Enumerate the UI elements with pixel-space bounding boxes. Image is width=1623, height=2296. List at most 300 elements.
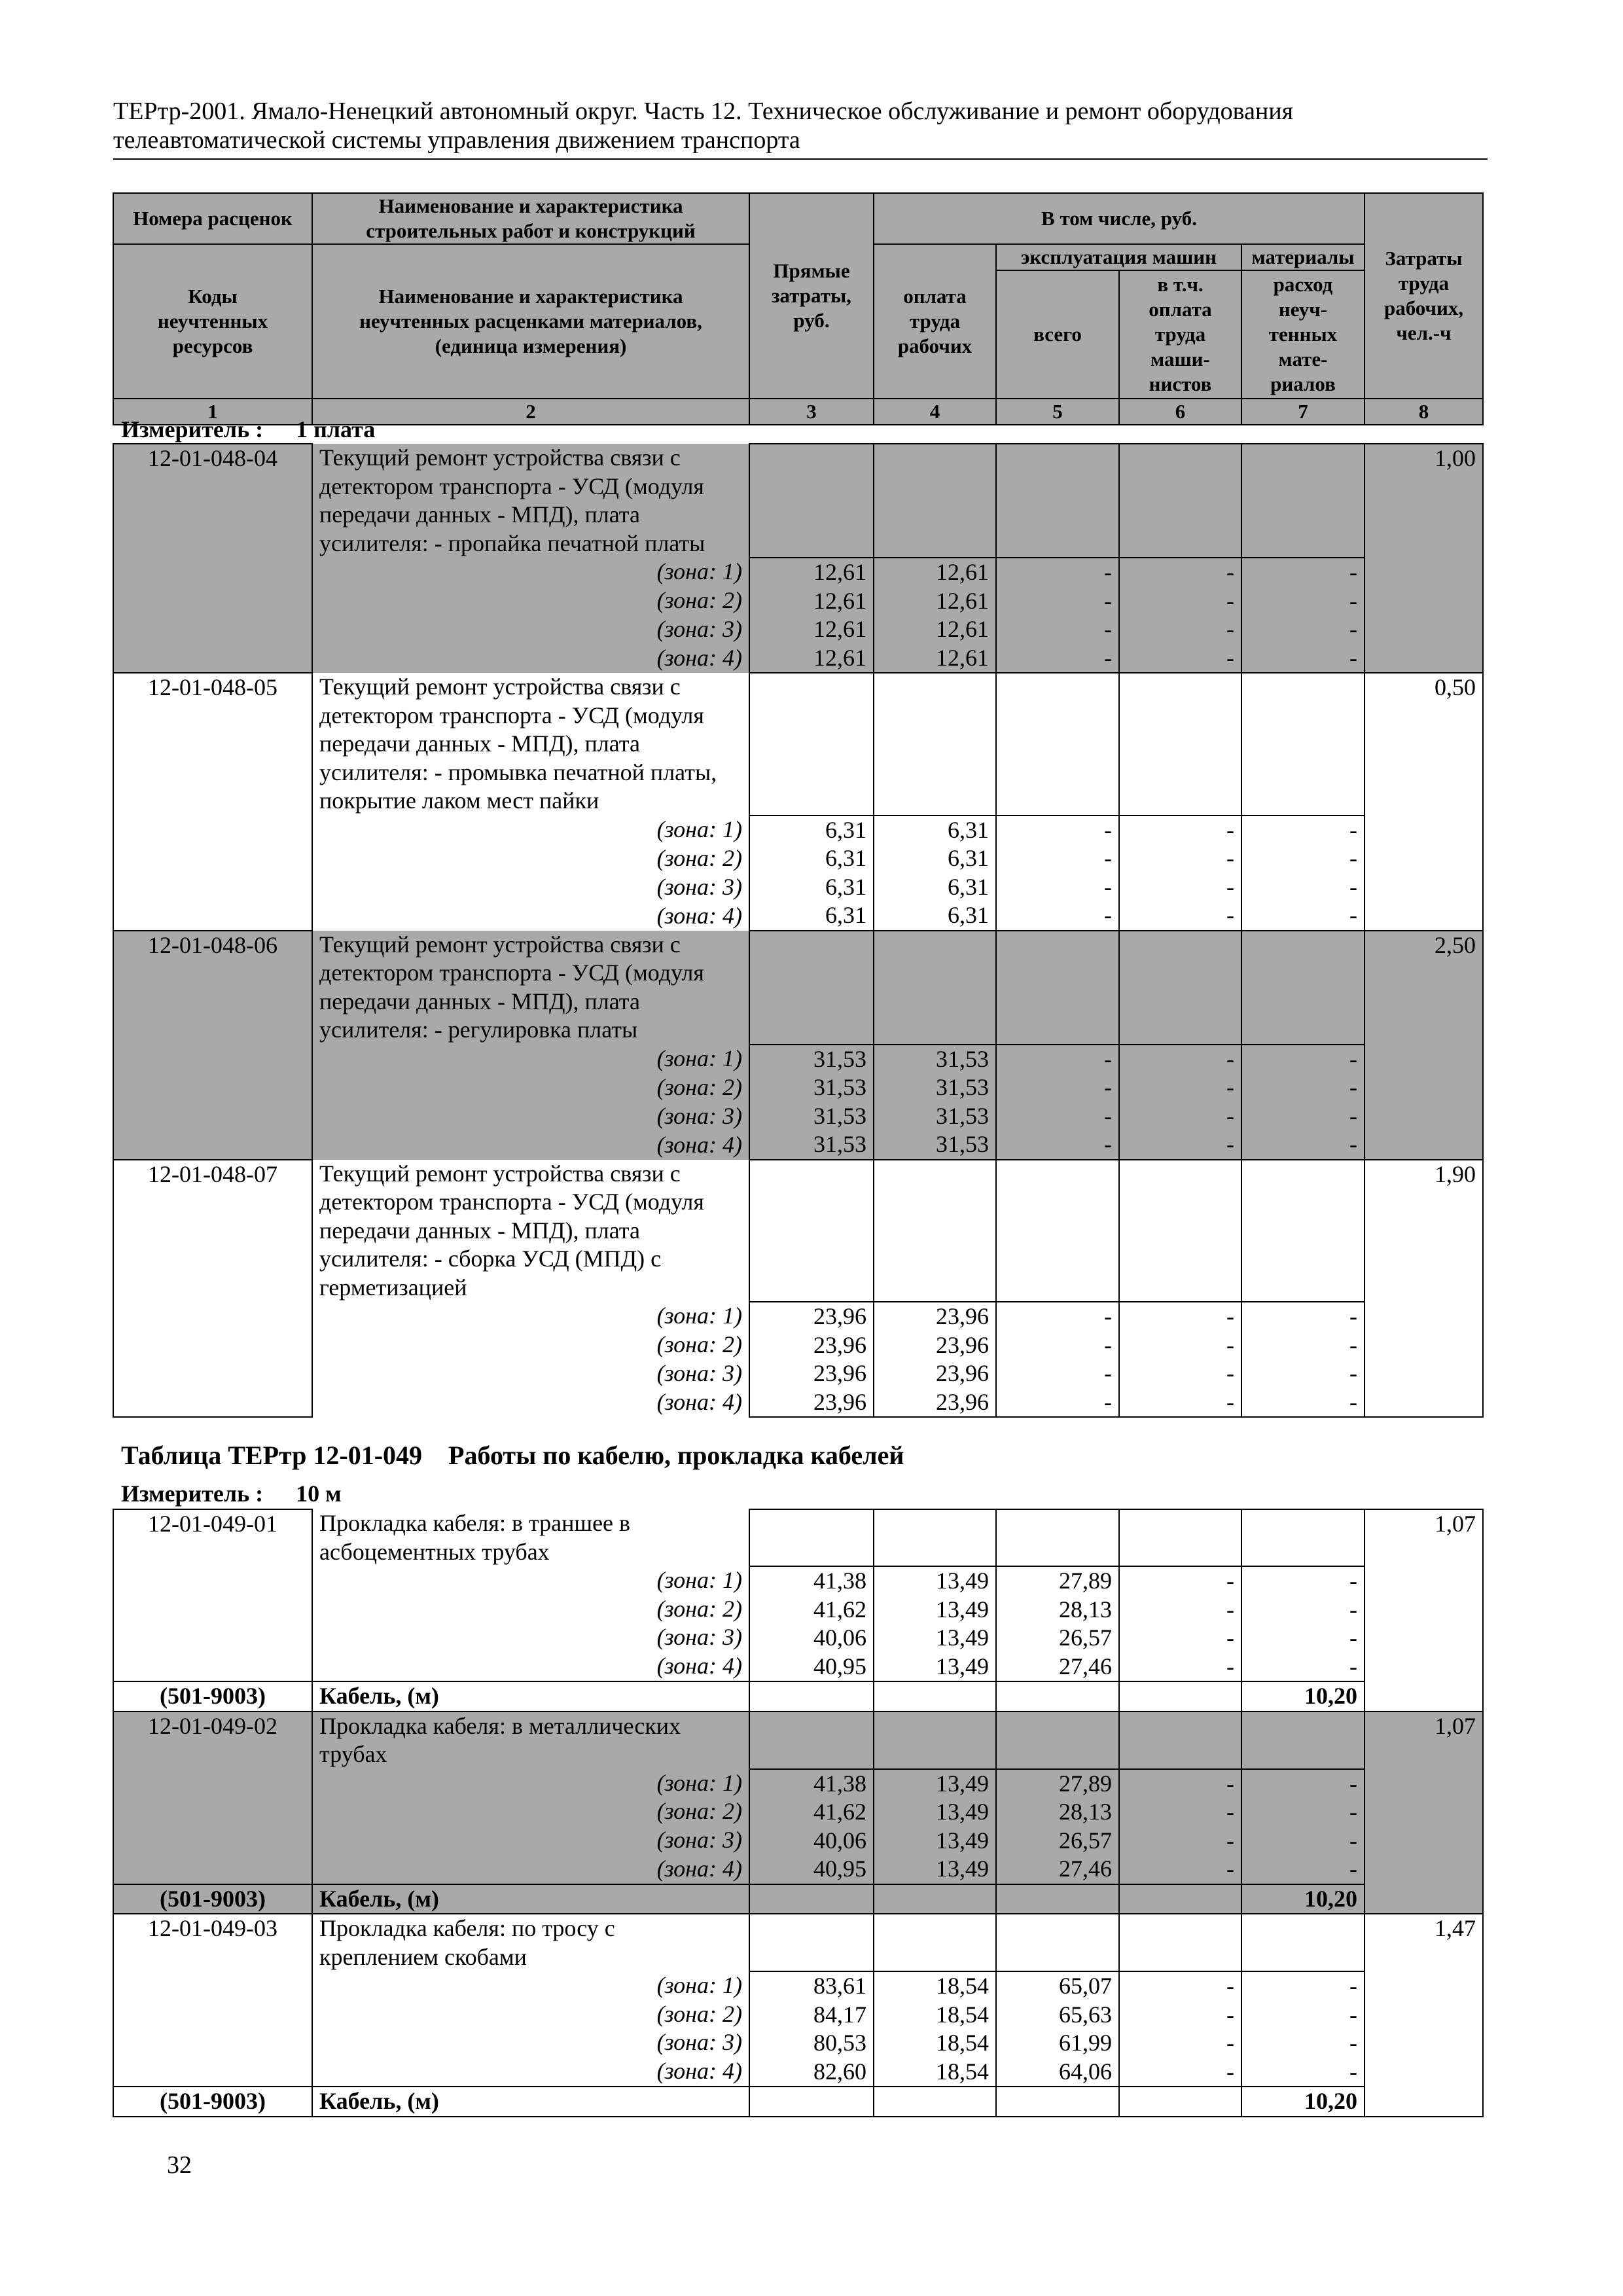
wage-cost-column: [874, 558, 996, 673]
direct-cost: 40,95: [813, 1653, 866, 1679]
zone-label: (зона: 4): [312, 2057, 749, 2087]
machine-total-column: [996, 816, 1119, 931]
direct-cost: 40,06: [813, 1624, 866, 1651]
zone-label: (зона: 2): [312, 1073, 749, 1102]
material-consumption: -: [1349, 873, 1357, 900]
material-consumption: -: [1349, 1799, 1357, 1825]
rate-row: [113, 1509, 1483, 1538]
rate-description-line: Текущий ремонт устройства связи с: [312, 444, 749, 473]
machinist-wage: -: [1226, 616, 1234, 642]
resource-code: (501-9003): [113, 1884, 312, 1914]
wage-cost: 23,96: [936, 1360, 989, 1386]
wage-cost-column: [874, 1971, 996, 2087]
empty-cell: [1119, 1160, 1241, 1302]
resource-name: Кабель, (м): [312, 1681, 749, 1712]
direct-cost: 12,61: [813, 644, 866, 671]
material-consumption: -: [1349, 644, 1357, 671]
machinist-wage: -: [1226, 873, 1234, 900]
direct-cost: 12,61: [813, 616, 866, 642]
empty-cell: [749, 673, 874, 816]
measure-label: Измеритель :: [121, 1480, 264, 1507]
empty-cell: [996, 1914, 1119, 1971]
rate-code: 12-01-048-07: [113, 1160, 312, 1418]
machinist-wage: -: [1226, 1568, 1234, 1594]
zone-label: (зона: 1): [312, 816, 749, 844]
zone-label: (зона: 3): [312, 615, 749, 644]
zone-label: (зона: 4): [312, 1855, 749, 1884]
direct-cost-column: [749, 816, 874, 931]
wage-cost: 12,61: [936, 559, 989, 585]
col-number-5: 5: [996, 399, 1119, 425]
material-consumption: -: [1349, 1045, 1357, 1072]
material-consumption-column: [1241, 1769, 1364, 1884]
empty-cell: [996, 1681, 1119, 1712]
machinist-wage: -: [1226, 1973, 1234, 1999]
material-consumption: -: [1349, 2001, 1357, 2028]
zone-label: (зона: 4): [312, 1388, 749, 1417]
wage-cost: 6,31: [948, 873, 989, 900]
col-number-8: 8: [1364, 399, 1483, 425]
rate-code: 12-01-049-03: [113, 1914, 312, 2087]
machine-total: -: [1104, 1303, 1112, 1329]
page-number: 32: [167, 2151, 192, 2179]
rate-description-line: усилителя: - регулировка платы: [312, 1016, 749, 1045]
rate-description-line: Текущий ремонт устройства связи с: [312, 1160, 749, 1189]
wage-cost: 18,54: [936, 2058, 989, 2085]
resource-quantity: 10,20: [1241, 2087, 1364, 2117]
machine-total: -: [1104, 1131, 1112, 1157]
zone-label: (зона: 3): [312, 1623, 749, 1652]
col-number-3: 3: [749, 399, 874, 425]
empty-cell: [874, 1160, 996, 1302]
direct-cost-column: [749, 1302, 874, 1417]
empty-cell: [874, 1681, 996, 1712]
direct-cost: 6,31: [825, 873, 866, 900]
zone-label: (зона: 3): [312, 1826, 749, 1855]
direct-cost: 82,60: [813, 2058, 866, 2085]
material-consumption-column: [1241, 558, 1364, 673]
labor-value: 1,47: [1364, 1914, 1483, 2117]
machine-total-column: [996, 1769, 1119, 1884]
zone-label: (зона: 2): [312, 586, 749, 615]
empty-cell: [1119, 1509, 1241, 1566]
header-rule: [113, 158, 1488, 160]
machine-total: -: [1104, 1388, 1112, 1415]
empty-cell: [749, 444, 874, 558]
empty-cell: [874, 931, 996, 1045]
measure-label: Измеритель :: [121, 416, 264, 442]
empty-cell: [1241, 673, 1364, 816]
rate-description-line: покрытие лаком мест пайки: [312, 787, 749, 816]
material-consumption-column: [1241, 1566, 1364, 1681]
empty-cell: [874, 673, 996, 816]
direct-cost: 23,96: [813, 1331, 866, 1358]
direct-cost: 31,53: [813, 1074, 866, 1100]
col-rates-number: Номера расценок: [113, 193, 312, 244]
col-number-1: 1: [113, 399, 312, 425]
machinist-wage: -: [1226, 1624, 1234, 1651]
material-consumption-column: [1241, 1971, 1364, 2087]
resource-name: Кабель, (м): [312, 1884, 749, 1914]
machinist-wage: -: [1226, 902, 1234, 928]
material-consumption: -: [1349, 1388, 1357, 1415]
measure-unit: 10 м: [296, 1480, 342, 1507]
wage-cost: 13,49: [936, 1799, 989, 1825]
empty-cell: [1119, 673, 1241, 816]
machinist-wage: -: [1226, 1045, 1234, 1072]
machine-total: -: [1104, 902, 1112, 928]
resource-row: [113, 2087, 1483, 2117]
empty-cell: [749, 1914, 874, 1971]
empty-cell: [996, 1884, 1119, 1914]
direct-cost-column: [749, 558, 874, 673]
rate-description-line: передачи данных - МПД), плата: [312, 730, 749, 759]
resource-quantity: 10,20: [1241, 1884, 1364, 1914]
direct-cost: 12,61: [813, 587, 866, 614]
rate-row: [113, 1914, 1483, 1943]
material-consumption: -: [1349, 2030, 1357, 2056]
wage-cost: 13,49: [936, 1770, 989, 1797]
empty-cell: [1241, 444, 1364, 558]
machinist-wage-column: [1119, 1971, 1241, 2087]
rate-row: [113, 1160, 1483, 1189]
rates-table-2: [113, 1509, 1484, 2117]
machinist-wage-column: [1119, 1769, 1241, 1884]
col-wage: оплата труда рабочих: [874, 244, 996, 399]
zone-row: [113, 1769, 1483, 1798]
empty-cell: [749, 1884, 874, 1914]
col-direct-costs: Прямые затраты, руб.: [749, 193, 874, 399]
wage-cost: 13,49: [936, 1827, 989, 1854]
wage-cost: 18,54: [936, 2001, 989, 2028]
empty-cell: [1241, 1712, 1364, 1769]
empty-cell: [1241, 1914, 1364, 1971]
empty-cell: [1119, 1884, 1241, 1914]
wage-cost-column: [874, 1045, 996, 1160]
rate-description-line: детектором транспорта - УСД (модуля: [312, 1188, 749, 1217]
direct-cost: 84,17: [813, 2001, 866, 2028]
labor-value: 1,07: [1364, 1712, 1483, 1914]
col-machine-ops: эксплуатация машин: [996, 244, 1241, 270]
empty-cell: [996, 931, 1119, 1045]
machinist-wage-column: [1119, 816, 1241, 931]
wage-cost: 6,31: [948, 845, 989, 871]
measure-row-2: [121, 1480, 342, 1507]
col-material-consumption: расход неуч- тенных мате- риалов: [1241, 270, 1364, 399]
rate-description-line: усилителя: - сборка УСД (МПД) с: [312, 1245, 749, 1274]
col-number-7: 7: [1241, 399, 1364, 425]
zone-label: (зона: 1): [312, 1302, 749, 1331]
header-line-1: ТЕРтр-2001. Ямало-Ненецкий автономный округ. Часть 12. Техническое обслуживание и ремонт оборудования: [113, 98, 1294, 125]
table-code: Таблица ТЕРтр 12-01-049: [121, 1441, 423, 1470]
material-consumption: -: [1349, 1770, 1357, 1797]
rate-code: 12-01-048-04: [113, 444, 312, 673]
wage-cost-column: [874, 1769, 996, 1884]
zone-label: (зона: 2): [312, 1331, 749, 1359]
rate-description-line: Прокладка кабеля: в траншее в: [312, 1509, 749, 1538]
wage-cost: 18,54: [936, 2030, 989, 2056]
zone-label: (зона: 3): [312, 1359, 749, 1388]
material-consumption-column: [1241, 1302, 1364, 1417]
resource-name: Кабель, (м): [312, 2087, 749, 2117]
empty-cell: [1119, 2087, 1241, 2117]
wage-cost: 13,49: [936, 1653, 989, 1679]
rate-description-line: передачи данных - МПД), плата: [312, 501, 749, 529]
machine-total: -: [1104, 1360, 1112, 1386]
machinist-wage: -: [1226, 845, 1234, 871]
wage-cost: 13,49: [936, 1568, 989, 1594]
material-consumption: -: [1349, 1624, 1357, 1651]
rate-row: [113, 931, 1483, 960]
direct-cost: 6,31: [825, 816, 866, 843]
labor-value: 0,50: [1364, 673, 1483, 931]
wage-cost: 23,96: [936, 1303, 989, 1329]
machinist-wage: -: [1226, 1303, 1234, 1329]
material-consumption: -: [1349, 902, 1357, 928]
machine-total-column: [996, 1971, 1119, 2087]
wage-cost: 31,53: [936, 1074, 989, 1100]
zone-row: [113, 1566, 1483, 1595]
zone-row: [113, 1971, 1483, 2000]
rate-row: [113, 1712, 1483, 1741]
machine-total: 27,89: [1059, 1568, 1112, 1594]
machinist-wage: -: [1226, 2030, 1234, 2056]
machine-total: 28,13: [1059, 1596, 1112, 1623]
empty-cell: [1241, 1160, 1364, 1302]
zone-label: (зона: 4): [312, 902, 749, 931]
machinist-wage: -: [1226, 1596, 1234, 1623]
wage-cost-column: [874, 1302, 996, 1417]
machine-total: 28,13: [1059, 1799, 1112, 1825]
empty-cell: [996, 1712, 1119, 1769]
direct-cost: 80,53: [813, 2030, 866, 2056]
machine-total: -: [1104, 1331, 1112, 1358]
zone-row: [113, 558, 1483, 586]
material-consumption: -: [1349, 1596, 1357, 1623]
labor-value: 1,00: [1364, 444, 1483, 673]
material-consumption: -: [1349, 1827, 1357, 1854]
rate-description-line: детектором транспорта - УСД (модуля: [312, 959, 749, 988]
empty-cell: [996, 444, 1119, 558]
material-consumption: -: [1349, 1856, 1357, 1882]
empty-cell: [1241, 1509, 1364, 1566]
empty-cell: [1119, 444, 1241, 558]
direct-cost: 23,96: [813, 1360, 866, 1386]
machinist-wage-column: [1119, 1566, 1241, 1681]
zone-label: (зона: 3): [312, 2028, 749, 2057]
empty-cell: [874, 1712, 996, 1769]
machine-total: -: [1104, 644, 1112, 671]
empty-cell: [749, 1160, 874, 1302]
machinist-wage: -: [1226, 1074, 1234, 1100]
zone-label: (зона: 1): [312, 558, 749, 586]
empty-cell: [996, 1160, 1119, 1302]
zone-label: (зона: 2): [312, 1595, 749, 1624]
rates-table-1: [113, 443, 1484, 1418]
machine-total: -: [1104, 559, 1112, 585]
rate-code: 12-01-048-05: [113, 673, 312, 931]
direct-cost: 23,96: [813, 1303, 866, 1329]
direct-cost: 31,53: [813, 1102, 866, 1129]
machinist-wage: -: [1226, 1770, 1234, 1797]
material-consumption: -: [1349, 1653, 1357, 1679]
machine-total: -: [1104, 873, 1112, 900]
rate-description-line: детектором транспорта - УСД (модуля: [312, 702, 749, 730]
machinist-wage: -: [1226, 1102, 1234, 1129]
wage-cost: 31,53: [936, 1131, 989, 1157]
machine-total: -: [1104, 616, 1112, 642]
machine-total: 27,46: [1059, 1856, 1112, 1882]
direct-cost-column: [749, 1971, 874, 2087]
material-consumption: -: [1349, 1303, 1357, 1329]
machine-total: 65,63: [1059, 2001, 1112, 2028]
empty-cell: [1119, 1712, 1241, 1769]
direct-cost: 41,38: [813, 1568, 866, 1594]
machinist-wage: -: [1226, 816, 1234, 843]
col-total: всего: [996, 270, 1119, 399]
machinist-wage: -: [1226, 1827, 1234, 1854]
material-consumption-column: [1241, 816, 1364, 931]
resource-row: [113, 1681, 1483, 1712]
direct-cost: 23,96: [813, 1388, 866, 1415]
empty-cell: [749, 2087, 874, 2117]
machinist-wage: -: [1226, 1653, 1234, 1679]
machinist-wage: -: [1226, 2001, 1234, 2028]
col-codes: Коды неучтенных ресурсов: [113, 244, 312, 399]
table-subtitle: Работы по кабелю, прокладка кабелей: [448, 1441, 904, 1470]
machinist-wage: -: [1226, 559, 1234, 585]
direct-cost: 83,61: [813, 1973, 866, 1999]
machinist-wage: -: [1226, 1799, 1234, 1825]
material-consumption: -: [1349, 1331, 1357, 1358]
page-header: [113, 97, 1488, 154]
rate-description-line: герметизацией: [312, 1274, 749, 1302]
wage-cost-column: [874, 816, 996, 931]
rate-description-line: асбоцементных трубах: [312, 1538, 749, 1567]
machine-total-column: [996, 1045, 1119, 1160]
machine-total-column: [996, 1566, 1119, 1681]
zone-label: (зона: 2): [312, 1797, 749, 1826]
wage-cost-column: [874, 1566, 996, 1681]
resource-row: [113, 1884, 1483, 1914]
rate-row: [113, 673, 1483, 702]
resource-code: (501-9003): [113, 2087, 312, 2117]
labor-value: 2,50: [1364, 931, 1483, 1160]
material-consumption: -: [1349, 616, 1357, 642]
machine-total: 27,46: [1059, 1653, 1112, 1679]
empty-cell: [749, 1712, 874, 1769]
col-materials: материалы: [1241, 244, 1364, 270]
machine-total: -: [1104, 587, 1112, 614]
direct-cost: 40,95: [813, 1856, 866, 1882]
measure-row-1: [121, 416, 375, 442]
wage-cost: 13,49: [936, 1624, 989, 1651]
material-consumption: -: [1349, 1131, 1357, 1157]
material-consumption: -: [1349, 2058, 1357, 2085]
rate-description-line: Текущий ремонт устройства связи с: [312, 673, 749, 702]
material-consumption: -: [1349, 1360, 1357, 1386]
direct-cost: 6,31: [825, 902, 866, 928]
empty-cell: [874, 1509, 996, 1566]
wage-cost: 13,49: [936, 1856, 989, 1882]
zone-label: (зона: 1): [312, 1971, 749, 2000]
direct-cost: 40,06: [813, 1827, 866, 1854]
resource-code: (501-9003): [113, 1681, 312, 1712]
rate-description-line: трубах: [312, 1740, 749, 1769]
wage-cost: 18,54: [936, 1973, 989, 1999]
zone-row: [113, 816, 1483, 844]
measure-unit: 1 плата: [296, 416, 376, 442]
machine-total-column: [996, 558, 1119, 673]
machine-total: 65,07: [1059, 1973, 1112, 1999]
empty-cell: [749, 1681, 874, 1712]
direct-cost: 41,38: [813, 1770, 866, 1797]
wage-cost: 12,61: [936, 587, 989, 614]
empty-cell: [749, 931, 874, 1045]
empty-cell: [749, 1509, 874, 1566]
material-consumption-column: [1241, 1045, 1364, 1160]
empty-cell: [996, 673, 1119, 816]
material-consumption: -: [1349, 816, 1357, 843]
wage-cost: 23,96: [936, 1388, 989, 1415]
direct-cost-column: [749, 1566, 874, 1681]
col-labor: Затраты труда рабочих, чел.-ч: [1364, 193, 1483, 399]
empty-cell: [996, 1509, 1119, 1566]
machinist-wage: -: [1226, 587, 1234, 614]
machine-total: -: [1104, 1102, 1112, 1129]
col-name-top: Наименование и характеристика строительных работ и конструкций: [312, 193, 749, 244]
zone-row: [113, 1302, 1483, 1331]
machinist-wage: -: [1226, 1131, 1234, 1157]
zone-label: (зона: 1): [312, 1769, 749, 1798]
machine-total: 64,06: [1059, 2058, 1112, 2085]
resource-quantity: 10,20: [1241, 1681, 1364, 1712]
rate-code: 12-01-049-01: [113, 1509, 312, 1681]
wage-cost: 13,49: [936, 1596, 989, 1623]
empty-cell: [1119, 931, 1241, 1045]
machine-total: -: [1104, 816, 1112, 843]
zone-label: (зона: 2): [312, 2000, 749, 2029]
wage-cost: 6,31: [948, 902, 989, 928]
rate-description-line: Прокладка кабеля: в металлических: [312, 1712, 749, 1741]
wage-cost: 6,31: [948, 816, 989, 843]
machinist-wage: -: [1226, 1856, 1234, 1882]
direct-cost: 12,61: [813, 559, 866, 585]
machine-total: 61,99: [1059, 2030, 1112, 2056]
machine-total: -: [1104, 845, 1112, 871]
rate-description-line: передачи данных - МПД), плата: [312, 988, 749, 1016]
material-consumption: -: [1349, 1074, 1357, 1100]
machine-total: -: [1104, 1074, 1112, 1100]
machinist-wage-column: [1119, 1302, 1241, 1417]
zone-label: (зона: 4): [312, 644, 749, 673]
direct-cost: 31,53: [813, 1131, 866, 1157]
machine-total-column: [996, 1302, 1119, 1417]
machinist-wage: -: [1226, 1360, 1234, 1386]
rate-code: 12-01-048-06: [113, 931, 312, 1160]
direct-cost: 41,62: [813, 1799, 866, 1825]
direct-cost: 41,62: [813, 1596, 866, 1623]
material-consumption: -: [1349, 1973, 1357, 1999]
col-number-2: 2: [312, 399, 749, 425]
zone-row: [113, 1045, 1483, 1073]
machinist-wage: -: [1226, 2058, 1234, 2085]
material-consumption: -: [1349, 845, 1357, 871]
direct-cost-column: [749, 1769, 874, 1884]
machinist-wage: -: [1226, 1388, 1234, 1415]
empty-cell: [874, 444, 996, 558]
zone-label: (зона: 3): [312, 1102, 749, 1131]
